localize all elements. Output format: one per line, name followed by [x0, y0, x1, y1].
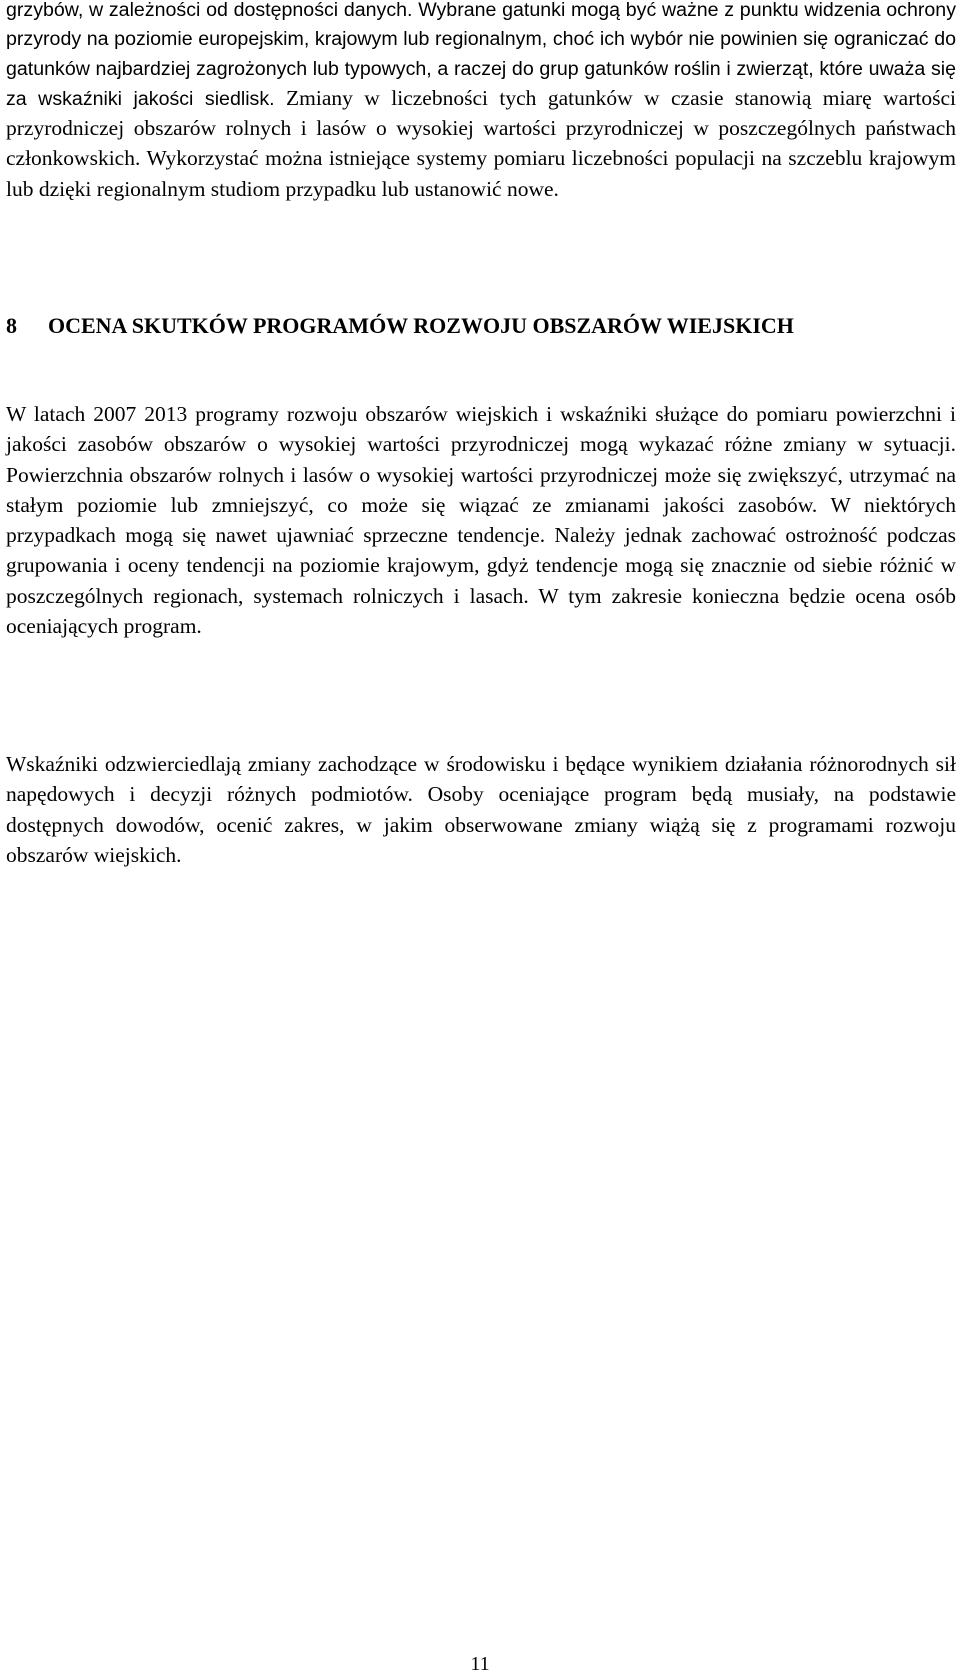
page-number: 11	[470, 1653, 490, 1675]
section-number: 8	[6, 313, 17, 338]
paragraph-1-serif-text: Zmiany w liczebności tych gatunków w czasie stanowią miarę wartości przyrodniczej obszarów rolnych i lasów o wysokiej wartości przyrodniczej w poszczególnych państwach członkowskich. Wykorzystać można istniejące systemy pomiaru liczebności populacji na szczeblu krajowym lub dzięki regionalnym studiom przypadku lub ustanowić nowe.	[6, 85, 956, 201]
paragraph-indicators-changes	[6, 750, 956, 871]
section-title: OCENA SKUTKÓW PROGRAMÓW ROZWOJU OBSZARÓW WIEJSKICH	[48, 313, 794, 338]
paragraph-3-text: Wskaźniki odzwierciedlają zmiany zachodzące w środowisku i będące wynikiem działania różnorodnych sił napędowych i decyzji różnych podmiotów. Osoby oceniające program będą musiały, na podstawie dostępnych dowodów, ocenić zakres, w jakim obserwowane zmiany wiążą się z programami rozwoju obszarów wiejskich.	[6, 752, 956, 867]
paragraph-1-sans-text: grzybów, w zależności od dostępności danych. Wybrane gatunki mogą być ważne z punktu widzenia ochrony przyrody na poziomie europejskim, krajowym lub regionalnym, choć ich wybór nie powinien się ograniczać do gatunków najbardziej zagrożonych lub typowych, a raczej do grup gatunków roślin i zwierząt, które uważa się za wskaźniki jakości siedlisk.	[6, 0, 956, 110]
paragraph-species-indicators	[6, 0, 956, 205]
paragraph-2-text: W latach 2007 2013 programy rozwoju obszarów wiejskich i wskaźniki służące do pomiaru powierzchni i jakości zasobów obszarów o wysokiej wartości przyrodniczej mogą wykazać różne zmiany w sytuacji. Powierzchnia obszarów rolnych i lasów o wysokiej wartości przyrodniczej może się zwiększyć, utrzymać na stałym poziomie lub zmniejszyć, co może się wiązać ze zmianami jakości zasobów. W niektórych przypadkach mogą się nawet ujawniać sprzeczne tendencje. Należy jednak zachować ostrożność podczas grupowania i oceny tendencji na poziomie krajowym, gdyż tendencje mogą się znacznie od siebie różnić w poszczególnych regionach, systemach rolniczych i lasach. W tym zakresie konieczna będzie ocena osób oceniających program.	[6, 402, 956, 639]
section-heading	[6, 310, 956, 342]
paragraph-program-impact	[6, 400, 956, 642]
